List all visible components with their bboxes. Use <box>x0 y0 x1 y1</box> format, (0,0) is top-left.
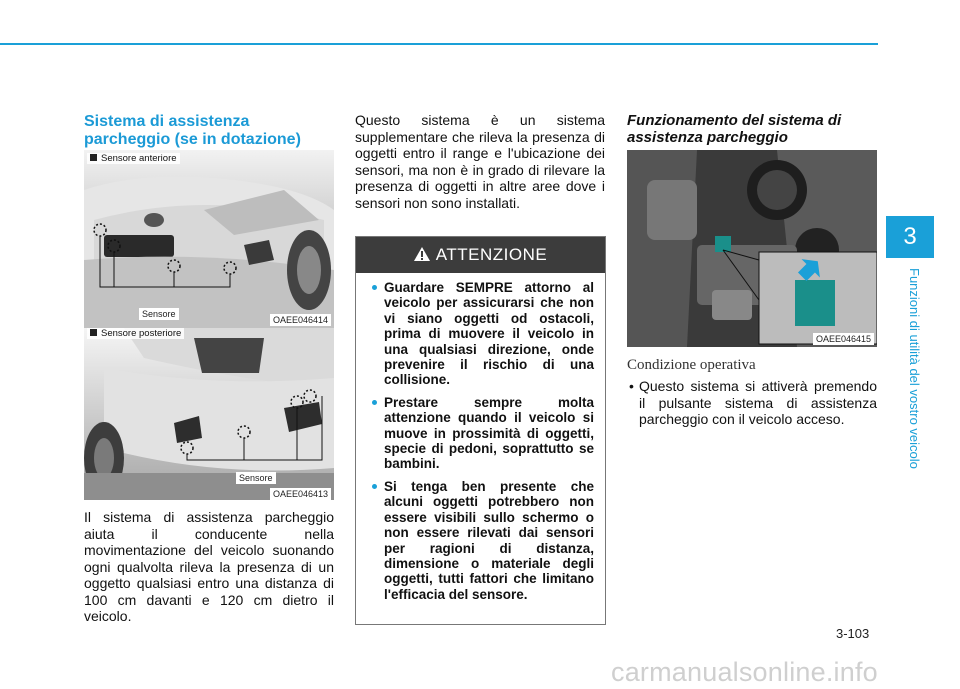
bullet-dot-icon: • <box>629 378 634 394</box>
console-figure-code: OAEE046415 <box>813 333 874 345</box>
section-title <box>84 113 344 149</box>
header-rule <box>0 43 878 45</box>
rear-sensor-figure <box>84 328 334 500</box>
warning-item <box>372 395 594 472</box>
operation-heading-line2: assistenza parcheggio <box>627 129 788 146</box>
chapter-tab: 3 <box>886 216 934 258</box>
page-number: 3-103 <box>836 626 870 641</box>
warning-header <box>356 237 605 273</box>
supplement-paragraph: Questo sistema è un sistema supplementare che rileva la presenza di oggetti entro il range e l'ubicazione dei sensori, ma non è in grado di rilevare la presenza di oggetti in altre aree dove i sensori non sono installati. <box>355 112 605 211</box>
front-sensor-figure <box>84 150 334 328</box>
rear-car-illustration <box>84 328 334 500</box>
bullet-dot-icon <box>372 285 377 290</box>
front-sensor-tag: Sensore <box>139 308 179 320</box>
square-bullet-icon <box>90 329 97 336</box>
watermark: carmanualsonline.info <box>611 657 878 687</box>
bullet-dot-icon <box>372 484 377 489</box>
operation-heading-line1: Funzionamento del sistema di <box>627 112 842 129</box>
warning-item-text: Si tenga ben presente che alcuni oggetti potrebbero non essere visibili sullo schermo o non essere rilevati dai sensori per ragioni di distanza, dimensione o materiale degli oggetti, tutti fattori che limitano l'efficacia del sensore. <box>384 478 594 602</box>
warning-box <box>355 236 606 625</box>
console-illustration <box>627 150 877 347</box>
operating-condition-item <box>627 378 877 428</box>
section-title-line2: parcheggio (se in dotazione) <box>84 131 301 148</box>
front-sensor-label <box>87 153 180 164</box>
bullet-dot-icon <box>372 400 377 405</box>
rear-sensor-label-text: Sensore posteriore <box>101 328 182 339</box>
warning-item <box>372 479 594 602</box>
chapter-label: Funzioni di utilità del vostro veicolo <box>907 268 922 469</box>
operation-heading <box>627 112 877 146</box>
front-car-illustration <box>84 150 334 328</box>
warning-title: ATTENZIONE <box>435 245 548 264</box>
warning-item-text: Prestare sempre molta attenzione quando il veicolo si muove in prossimità di oggetti, specie di pedoni, soprattutto se bambini. <box>384 394 594 472</box>
warning-item <box>372 280 594 388</box>
rear-sensor-label <box>87 328 184 339</box>
square-bullet-icon <box>90 154 97 161</box>
operating-condition-text: Questo sistema si attiverà premendo il pulsante sistema di assistenza parcheggio con il veicolo acceso. <box>639 378 877 427</box>
warning-item-text: Guardare SEMPRE attorno al veicolo per assicurarsi che non vi siano oggetti od ostacoli, prima di muovere il veicolo in una qualsiasi direzione, onde prevenire il rischio di una collisione. <box>384 280 594 388</box>
warning-triangle-icon <box>414 247 430 261</box>
front-sensor-label-text: Sensore anteriore <box>101 153 177 164</box>
intro-paragraph: Il sistema di assistenza parcheggio aiuta il conducente nella movimentazione del veicolo suonando ogni qualvolta rileva la presenza di un oggetto qualsiasi entro una distanza di 100 cm davanti e 120 cm dietro il veicolo. <box>84 509 334 624</box>
front-figure-code: OAEE046414 <box>270 314 331 326</box>
rear-sensor-tag: Sensore <box>236 472 276 484</box>
console-figure <box>627 150 877 347</box>
section-title-line1: Sistema di assistenza <box>84 113 250 130</box>
operating-condition-heading: Condizione operativa <box>627 357 756 373</box>
warning-list <box>356 280 605 602</box>
rear-figure-code: OAEE046413 <box>270 488 331 500</box>
